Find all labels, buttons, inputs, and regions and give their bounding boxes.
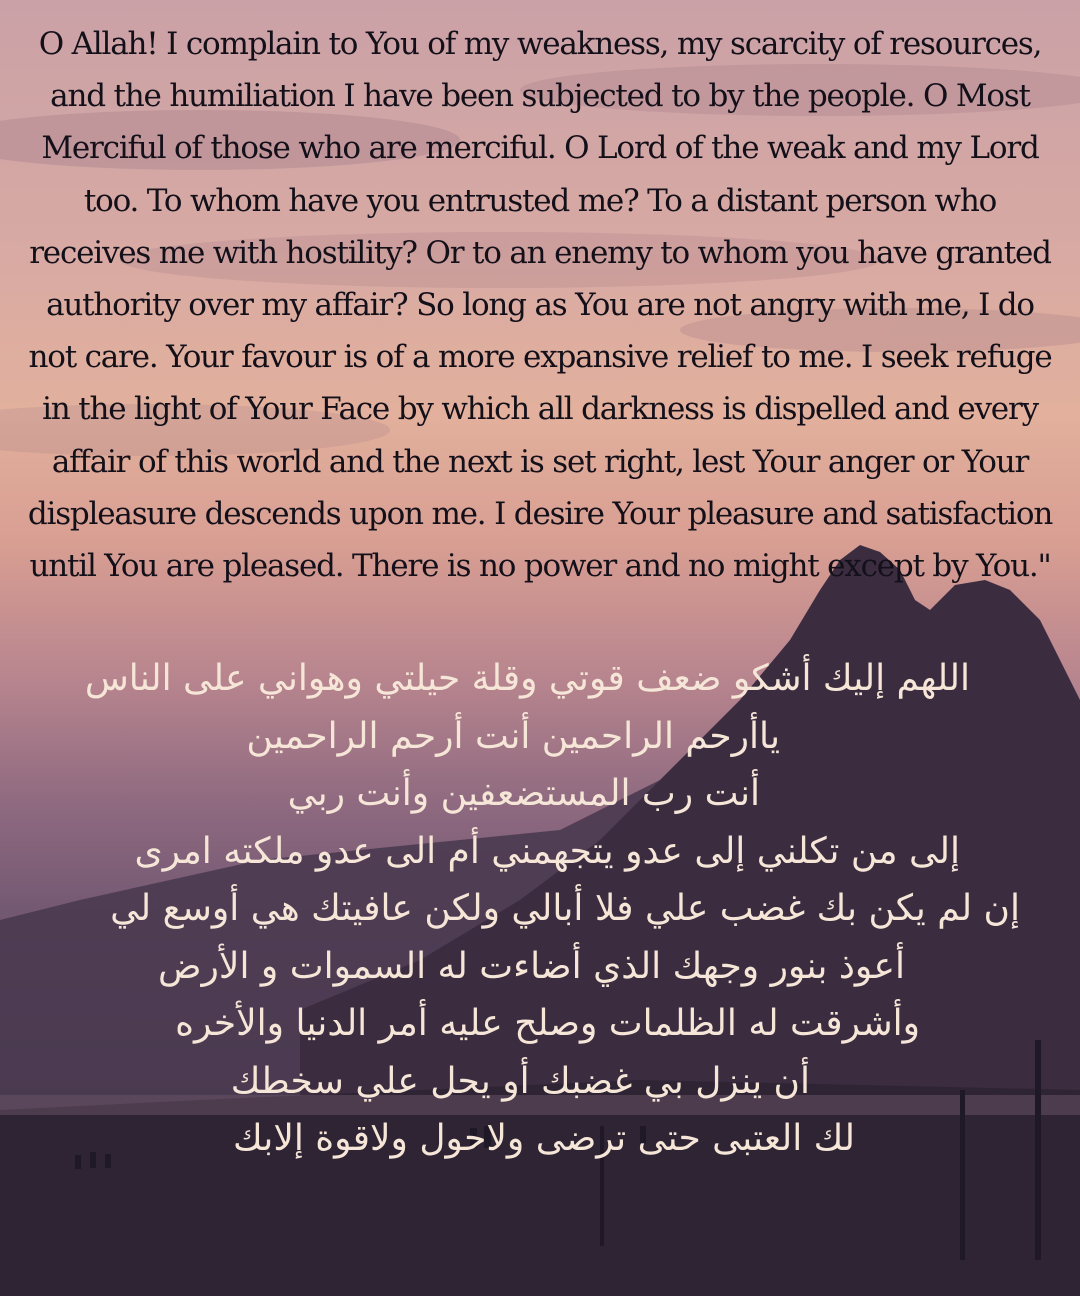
- arabic-line: أن ينزل بي غضبك أو يحل علي سخطك: [230, 1060, 810, 1102]
- arabic-line: لك العتبى حتى ترضى ولاحول ولاقوة إلابك: [232, 1118, 855, 1159]
- arabic-line: ياأرحم الراحمين أنت أرحم الراحمين: [246, 715, 780, 757]
- arabic-dua-text: [30, 650, 1030, 1168]
- arabic-line: إن لم يكن بك غضب علي فلا أبالي ولكن عافيتك هي أوسع لي: [110, 888, 1020, 929]
- arabic-line: وأشرقت له الظلمات وصلح عليه أمر الدنيا والأخره: [175, 1003, 920, 1044]
- arabic-line: أعوذ بنور وجهك الذي أضاءت له السموات و الأرض: [158, 945, 905, 987]
- english-translation-text: O Allah! I complain to You of my weakness, my scarcity of resources, and the humiliation I have been subjected to by the people. O Most Merciful of those who are merciful. O Lord of the weak and my Lord too. To whom have you entrusted me? To a distant person who receives me with hostility? Or to an enemy to whom you have granted authority over my affair? So long as You are not angry with me, I do not care. Your favour is of a more expansive relief to me. I seek refuge in the light of Your Face by which all darkness is dispelled and every affair of this world and the next is set right, lest Your anger or Your displeasure descends upon me. I desire Your pleasure and satisfaction until You are pleased. There is no power and no might except by You.": [27, 26, 1053, 585]
- arabic-line: أنت رب المستضعفين وأنت ربي: [287, 773, 760, 814]
- arabic-line: اللهم إليك أشكو ضعف قوتي وقلة حيلتي وهواني على الناس: [84, 658, 970, 699]
- arabic-line: إلى من تكلني إلى عدو يتجهمني أم الى عدو ملكته امرى: [134, 830, 960, 872]
